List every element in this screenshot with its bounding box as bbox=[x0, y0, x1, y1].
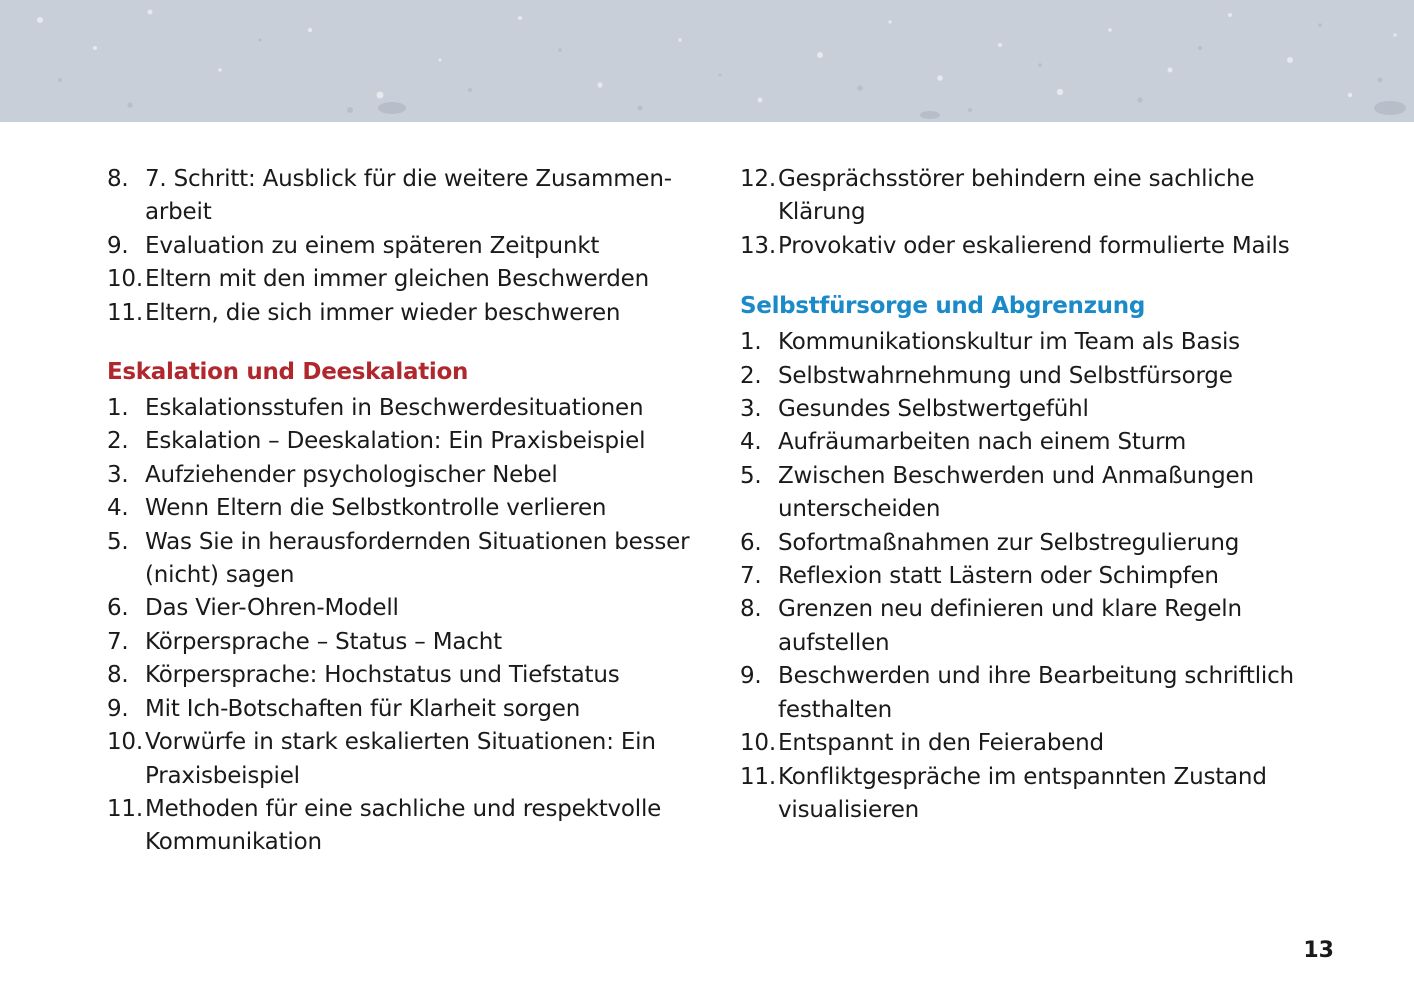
item-number: 5. bbox=[740, 462, 762, 489]
list-item bbox=[740, 230, 1340, 263]
list-item bbox=[107, 392, 697, 425]
item-number: 2. bbox=[107, 428, 129, 455]
item-number: 11. bbox=[107, 795, 143, 822]
item-text: Evaluation zu einem späteren Zeitpunkt bbox=[145, 232, 600, 259]
toc-list-selbstfuersorge bbox=[740, 326, 1340, 827]
item-number: 9. bbox=[740, 663, 762, 690]
list-item bbox=[107, 459, 697, 492]
item-text: Was Sie in herausfordernden Situationen besser (nicht) sagen bbox=[145, 528, 690, 589]
right-column bbox=[740, 163, 1340, 827]
item-text: Beschwerden und ihre Bearbeitung schriftlich festhalten bbox=[778, 663, 1294, 723]
item-text: Gesundes Selbstwertgefühl bbox=[778, 396, 1089, 423]
item-number: 7. bbox=[740, 563, 762, 590]
item-text: Das Vier-Ohren-Modell bbox=[145, 595, 399, 622]
toc-list-continued-right bbox=[740, 163, 1340, 263]
item-number: 10. bbox=[107, 266, 143, 293]
item-number: 10. bbox=[107, 729, 143, 756]
item-number: 2. bbox=[740, 362, 762, 389]
item-number: 1. bbox=[107, 395, 129, 422]
item-text: Eltern, die sich immer wieder beschweren bbox=[145, 299, 621, 326]
list-item bbox=[107, 297, 697, 330]
left-column bbox=[107, 163, 697, 860]
list-item bbox=[740, 163, 1340, 230]
item-text: Körpersprache: Hochstatus und Tiefstatus bbox=[145, 662, 620, 689]
list-item bbox=[107, 230, 697, 263]
item-text: Kommunikationskultur im Team als Basis bbox=[778, 329, 1240, 356]
header-texture-band bbox=[0, 0, 1414, 122]
item-text: Gesprächsstörer behindern eine sachliche Klärung bbox=[778, 166, 1255, 226]
item-number: 1. bbox=[740, 329, 762, 356]
item-text: Konfliktgespräche im entspannten Zustand visualisieren bbox=[778, 763, 1267, 823]
list-item bbox=[740, 426, 1340, 459]
item-number: 9. bbox=[107, 232, 129, 259]
item-text: 7. Schritt: Ausblick für die weitere Zusammen-arbeit bbox=[145, 166, 672, 226]
item-number: 7. bbox=[107, 628, 129, 655]
list-item bbox=[107, 626, 697, 659]
section-heading-eskalation: Eskalation und Deeskalation bbox=[107, 359, 469, 386]
list-item bbox=[107, 693, 697, 726]
list-item bbox=[740, 527, 1340, 560]
item-text: Selbstwahrnehmung und Selbstfürsorge bbox=[778, 362, 1233, 389]
list-item bbox=[107, 592, 697, 625]
item-number: 10. bbox=[740, 730, 776, 757]
item-text: Körpersprache – Status – Macht bbox=[145, 628, 502, 655]
item-number: 6. bbox=[107, 595, 129, 622]
toc-list-eskalation bbox=[107, 392, 697, 860]
list-item bbox=[107, 163, 697, 230]
item-text: Methoden für eine sachliche und respektvolle Kommunikation bbox=[145, 795, 662, 856]
item-number: 4. bbox=[107, 495, 129, 522]
item-number: 9. bbox=[107, 695, 129, 722]
item-number: 6. bbox=[740, 529, 762, 556]
item-number: 3. bbox=[107, 461, 129, 488]
list-item bbox=[107, 659, 697, 692]
item-text: Eskalation – Deeskalation: Ein Praxisbeispiel bbox=[145, 428, 646, 455]
item-number: 12. bbox=[740, 166, 776, 192]
item-number: 3. bbox=[740, 396, 762, 423]
list-item bbox=[740, 360, 1340, 393]
item-text: Eltern mit den immer gleichen Beschwerden bbox=[145, 266, 649, 293]
item-number: 11. bbox=[107, 299, 143, 326]
item-text: Mit Ich-Botschaften für Klarheit sorgen bbox=[145, 695, 581, 722]
item-text: Aufräumarbeiten nach einem Sturm bbox=[778, 429, 1187, 456]
list-item bbox=[740, 560, 1340, 593]
toc-list-continued-left bbox=[107, 163, 697, 330]
list-item bbox=[740, 326, 1340, 359]
item-text: Entspannt in den Feierabend bbox=[778, 730, 1104, 757]
item-text: Vorwürfe in stark eskalierten Situationen: Ein Praxisbeispiel bbox=[145, 729, 656, 789]
item-number: 8. bbox=[740, 596, 762, 623]
list-item bbox=[740, 727, 1340, 760]
list-item bbox=[107, 793, 697, 860]
item-number: 11. bbox=[740, 763, 776, 790]
list-item bbox=[740, 593, 1340, 660]
item-text: Aufziehender psychologischer Nebel bbox=[145, 461, 558, 488]
list-item bbox=[740, 393, 1340, 426]
item-number: 13. bbox=[740, 232, 776, 259]
list-item bbox=[107, 526, 697, 593]
list-item bbox=[107, 263, 697, 296]
list-item bbox=[107, 425, 697, 458]
item-text: Reflexion statt Lästern oder Schimpfen bbox=[778, 563, 1219, 590]
item-text: Sofortmaßnahmen zur Selbstregulierung bbox=[778, 529, 1240, 556]
list-item bbox=[107, 726, 697, 793]
item-text: Eskalationsstufen in Beschwerdesituationen bbox=[145, 395, 644, 422]
list-item bbox=[740, 761, 1340, 828]
splatter-texture bbox=[0, 0, 1414, 122]
item-text: Wenn Eltern die Selbstkontrolle verlieren bbox=[145, 495, 607, 522]
item-number: 8. bbox=[107, 662, 129, 689]
item-number: 4. bbox=[740, 429, 762, 456]
item-text: Provokativ oder eskalierend formulierte Mails bbox=[778, 232, 1290, 259]
list-item bbox=[107, 492, 697, 525]
list-item bbox=[740, 460, 1340, 527]
item-number: 5. bbox=[107, 528, 129, 555]
list-item bbox=[740, 660, 1340, 727]
item-text: Zwischen Beschwerden und Anmaßungen unterscheiden bbox=[778, 462, 1254, 523]
item-number: 8. bbox=[107, 166, 129, 192]
page-number: 13 bbox=[1303, 938, 1334, 963]
item-text: Grenzen neu definieren und klare Regeln aufstellen bbox=[778, 596, 1242, 656]
section-heading-selbstfuersorge: Selbstfürsorge und Abgrenzung bbox=[740, 293, 1145, 320]
